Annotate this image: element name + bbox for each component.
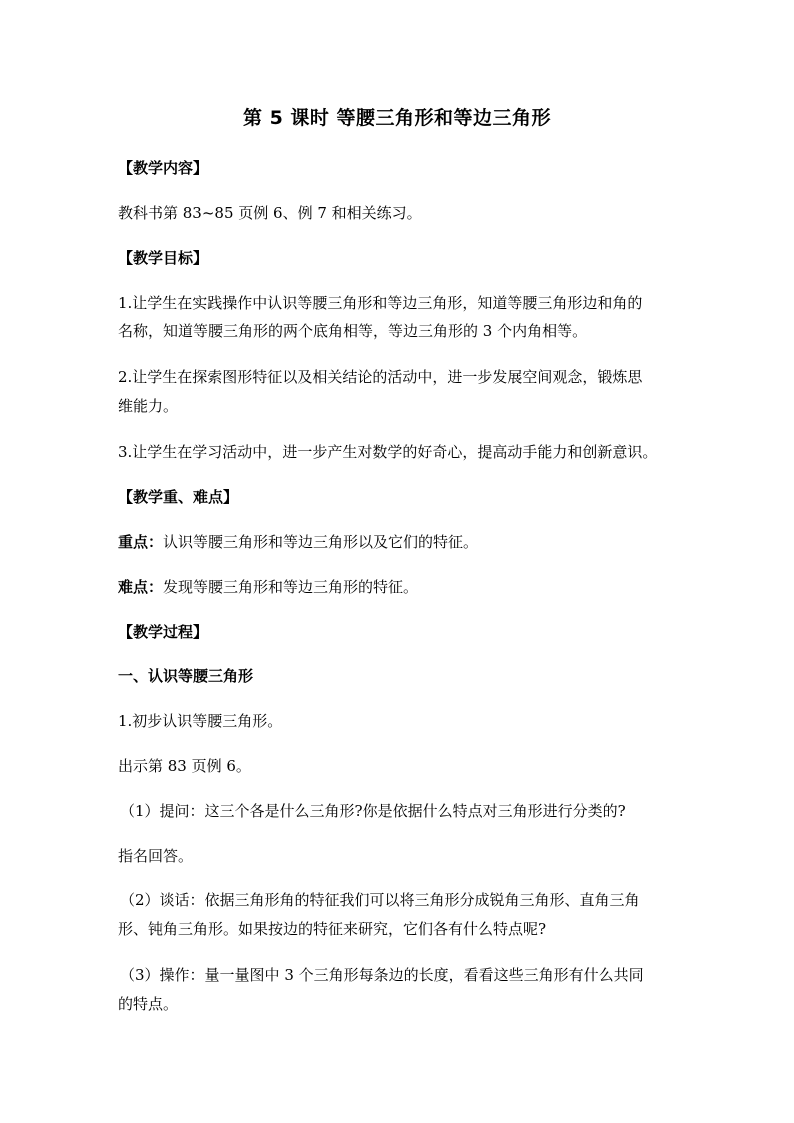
key-point-line — [118, 532, 678, 552]
page-title: 第 5 课时 等腰三角形和等边三角形 — [242, 107, 552, 129]
difficulty-text: 发现等腰三角形和等边三角形的特征。 — [163, 578, 419, 596]
step1-text: 1.初步认识等腰三角形。 — [118, 712, 283, 730]
step1-show-text: 出示第 83 页例 6。 — [118, 757, 251, 775]
key-point-label: 重点： — [118, 533, 164, 551]
question1-answer: 指名回答。 — [118, 847, 194, 865]
question3-line2: 的特点。 — [118, 995, 179, 1013]
section-heading-key-points: 【教学重、难点】 — [118, 488, 239, 506]
part1-heading: 一、认识等腰三角形 — [118, 667, 254, 685]
goal2-line2: 维能力。 — [118, 397, 179, 415]
question2-line1: （2）谈话：依据三角形角的特征我们可以将三角形分成锐角三角形、直角三角 — [120, 891, 640, 909]
section-heading-goals: 【教学目标】 — [118, 249, 209, 267]
goal2-line1: 2.让学生在探索图形特征以及相关结论的活动中，进一步发展空间观念，锻炼思 — [118, 368, 643, 386]
question3-line1: （3）操作：量一量图中 3 个三角形每条边的长度，看看这些三角形有什么共同 — [120, 966, 644, 984]
question2-line2: 形、钝角三角形。如果按边的特征来研究，它们各有什么特点呢? — [118, 920, 547, 938]
content-text: 教科书第 83~85 页例 6、例 7 和相关练习。 — [118, 204, 422, 222]
key-point-text: 认识等腰三角形和等边三角形以及它们的特征。 — [163, 533, 479, 551]
difficulty-line — [118, 577, 678, 597]
goal3-line1: 3.让学生在学习活动中，进一步产生对数学的好奇心，提高动手能力和创新意识。 — [118, 443, 658, 461]
difficulty-label: 难点： — [118, 578, 164, 596]
section-heading-process: 【教学过程】 — [118, 623, 209, 641]
goal1-line1: 1.让学生在实践操作中认识等腰三角形和等边三角形，知道等腰三角形边和角的 — [118, 294, 643, 312]
question1-text: （1）提问：这三个各是什么三角形?你是依据什么特点对三角形进行分类的? — [120, 802, 626, 820]
goal1-line2: 名称，知道等腰三角形的两个底角相等，等边三角形的 3 个内角相等。 — [118, 322, 588, 340]
section-heading-content: 【教学内容】 — [118, 159, 209, 177]
